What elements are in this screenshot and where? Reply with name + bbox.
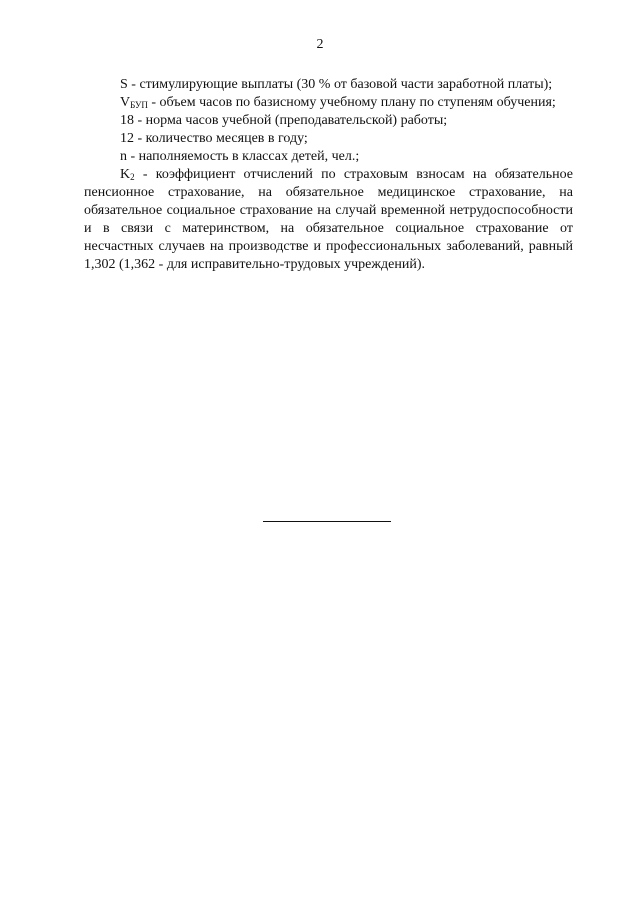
definition-class-size [84, 148, 573, 166]
definition-symbol: 12 [120, 131, 134, 146]
definition-hours-norm [84, 112, 573, 130]
page-number: 2 [316, 37, 324, 52]
definition-stimulating-payments [84, 76, 573, 94]
definition-hours-volume [84, 94, 573, 112]
definition-text: - количество месяцев в году; [134, 131, 308, 146]
definition-text: - наполняемость в классах детей, чел.; [127, 149, 360, 164]
definition-symbol: S [120, 77, 128, 92]
definition-symbol: V [120, 95, 131, 110]
definition-symbol: K [120, 167, 131, 182]
definitions-list [84, 76, 573, 274]
end-separator-line [263, 521, 391, 522]
definition-text: - объем часов по базисному учебному плану по ступеням обучения; [147, 95, 556, 110]
definition-months [84, 130, 573, 148]
definition-text: - норма часов учебной (преподавательской) работы; [134, 113, 448, 128]
definition-text: - коэффициент отчислений по страховым взносам на обязательное пенсионное страхование, на обязательное медицинское страхование, на обязательное социальное страхование на случай временной нетрудоспособности и в связи с материнством, на обязательное социальное страхование от несчастных случаев на производстве и профессиональных заболеваний, равный 1,302 (1,362 - для исправительно-трудовых учреждений). [84, 167, 573, 272]
definition-subscript: БУП [130, 100, 148, 110]
definition-insurance-coefficient [84, 166, 573, 274]
definition-text: - стимулирующие выплаты (30 % от базовой части заработной платы); [127, 77, 553, 92]
definition-symbol: 18 [120, 113, 134, 128]
definition-subscript: 2 [130, 172, 135, 182]
definition-symbol: n [120, 149, 127, 164]
